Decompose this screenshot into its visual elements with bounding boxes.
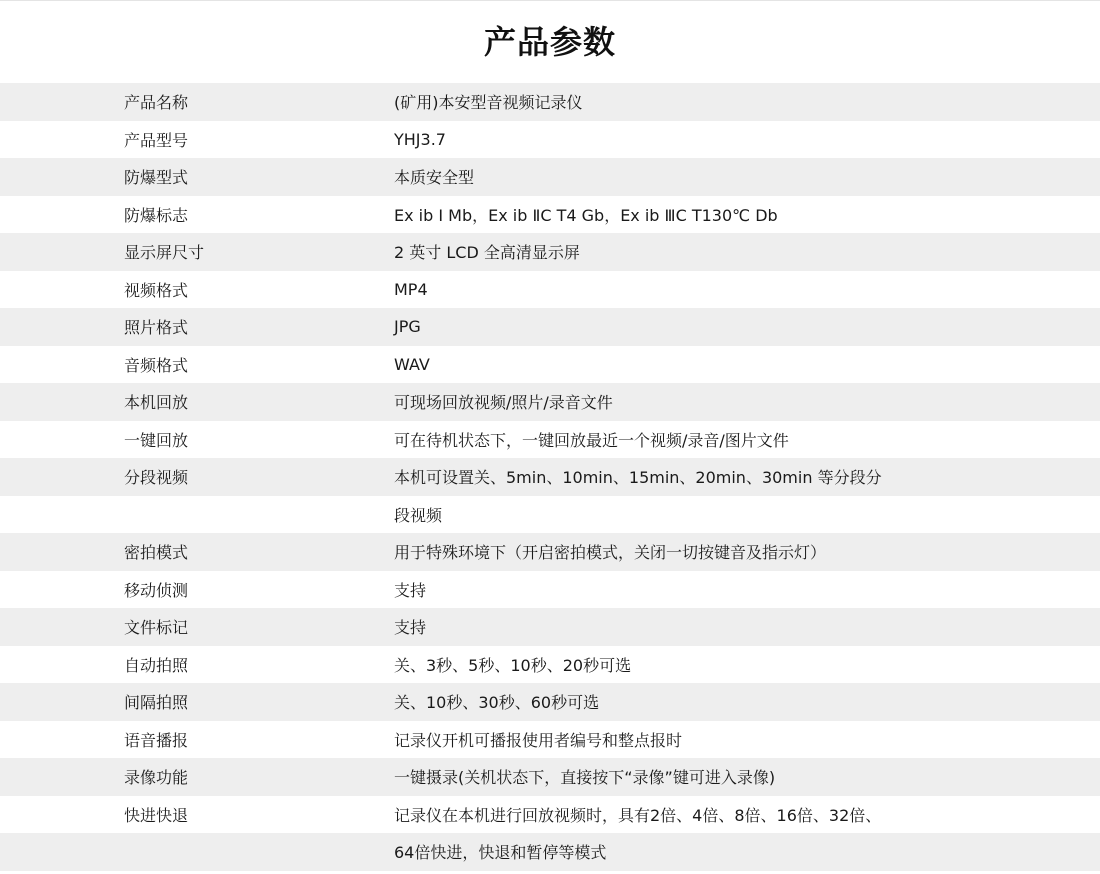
spec-row xyxy=(0,196,1100,234)
spec-value: 记录仪在本机进行回放视频时，具有2倍、4倍、8倍、16倍、32倍、 xyxy=(394,805,882,825)
spec-value: 记录仪开机可播报使用者编号和整点报时 xyxy=(394,730,683,750)
spec-row xyxy=(0,458,1100,496)
spec-value: 本质安全型 xyxy=(394,168,475,188)
spec-row xyxy=(0,346,1100,384)
spec-row xyxy=(0,683,1100,721)
spec-label: 视频格式 xyxy=(124,280,189,300)
spec-row xyxy=(0,796,1100,834)
spec-value: 64倍快进，快退和暂停等模式 xyxy=(394,843,607,863)
spec-label: 一键回放 xyxy=(124,430,189,450)
spec-row xyxy=(0,158,1100,196)
spec-label: 分段视频 xyxy=(124,468,189,488)
spec-label: 防爆标志 xyxy=(124,205,189,225)
spec-row xyxy=(0,83,1100,121)
page-title: 产品参数 xyxy=(483,23,616,61)
spec-label: 音频格式 xyxy=(124,355,189,375)
spec-label: 移动侦测 xyxy=(124,580,189,600)
spec-value: 关、3秒、5秒、10秒、20秒可选 xyxy=(394,655,632,675)
spec-value: 可现场回放视频/照片/录音文件 xyxy=(394,393,613,413)
spec-value: 关、10秒、30秒、60秒可选 xyxy=(394,693,600,713)
spec-row xyxy=(0,721,1100,759)
spec-label: 防爆型式 xyxy=(124,168,189,188)
spec-value: WAV xyxy=(394,354,430,374)
spec-row xyxy=(0,233,1100,271)
spec-label: 产品名称 xyxy=(124,93,189,113)
spec-value: 段视频 xyxy=(394,505,443,525)
spec-label: 快进快退 xyxy=(124,805,189,825)
spec-label: 自动拍照 xyxy=(124,655,189,675)
spec-table xyxy=(0,83,1100,871)
spec-label: 照片格式 xyxy=(124,318,189,338)
spec-value: JPG xyxy=(394,317,421,337)
spec-value: 用于特殊环境下（开启密拍模式，关闭一切按键音及指示灯） xyxy=(394,543,827,563)
spec-label: 语音播报 xyxy=(124,730,189,750)
spec-row xyxy=(0,571,1100,609)
spec-row xyxy=(0,121,1100,159)
spec-row xyxy=(0,496,1100,534)
spec-row xyxy=(0,608,1100,646)
spec-value: MP4 xyxy=(394,279,428,299)
spec-row xyxy=(0,646,1100,684)
spec-row xyxy=(0,383,1100,421)
spec-row xyxy=(0,833,1100,871)
spec-value: 2 英寸 LCD 全高清显示屏 xyxy=(394,243,580,263)
spec-row xyxy=(0,421,1100,459)
spec-value: 支持 xyxy=(394,580,427,600)
spec-row xyxy=(0,758,1100,796)
spec-label: 显示屏尺寸 xyxy=(124,243,205,263)
spec-label: 产品型号 xyxy=(124,130,189,150)
spec-row xyxy=(0,533,1100,571)
spec-value: 支持 xyxy=(394,618,427,638)
spec-label: 本机回放 xyxy=(124,393,189,413)
spec-value: YHJ3.7 xyxy=(394,129,446,149)
spec-label: 密拍模式 xyxy=(124,543,189,563)
spec-value: (矿用)本安型音视频记录仪 xyxy=(394,93,583,113)
spec-label: 录像功能 xyxy=(124,768,189,788)
spec-label: 文件标记 xyxy=(124,618,189,638)
spec-value: 一键摄录(关机状态下，直接按下“录像”键可进入录像) xyxy=(394,768,776,788)
spec-label: 间隔拍照 xyxy=(124,693,189,713)
spec-value: 本机可设置关、5min、10min、15min、20min、30min 等分段分 xyxy=(394,468,882,488)
spec-value: 可在待机状态下，一键回放最近一个视频/录音/图片文件 xyxy=(394,430,789,450)
spec-row xyxy=(0,271,1100,309)
spec-row xyxy=(0,308,1100,346)
spec-value: Ex ib Ⅰ Mb，Ex ib ⅡC T4 Gb，Ex ib ⅢC T130℃ Db xyxy=(394,205,778,225)
